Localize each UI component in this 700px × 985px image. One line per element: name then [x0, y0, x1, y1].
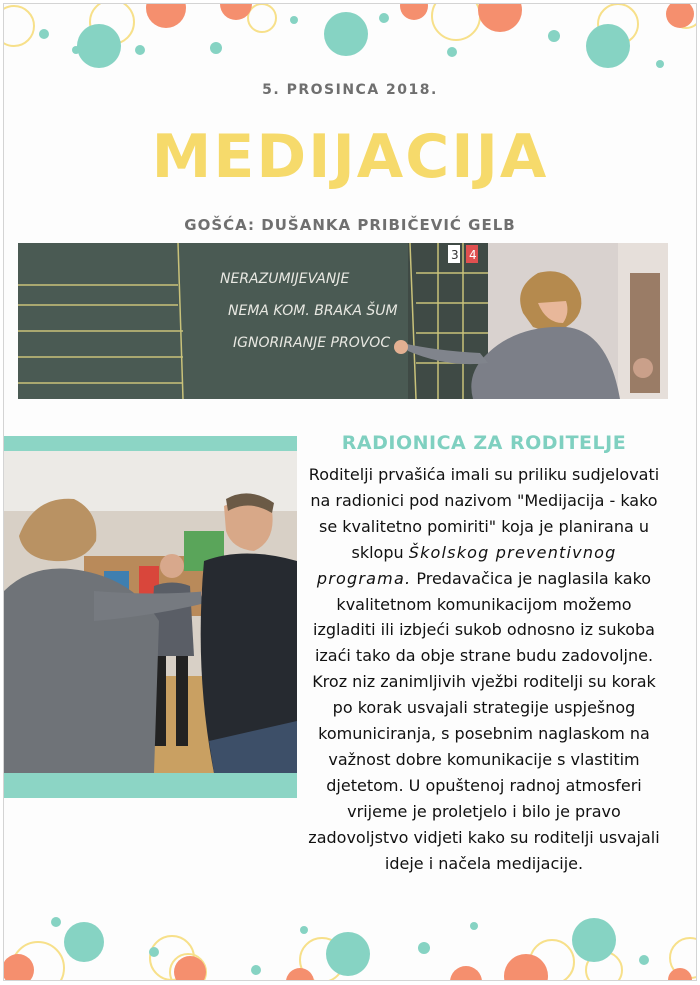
newsletter-page — [3, 3, 697, 981]
guest-name: GOŠĆA: DUŠANKA PRIBIČEVIĆ GELB — [184, 216, 516, 234]
workshop-photo-frame — [4, 436, 297, 798]
lecturer-at-chalkboard-photo — [18, 243, 668, 399]
article-text-italic: Školskog preventivnog programa. — [316, 542, 617, 588]
board-line-1: NERAZUMIJEVANJE — [220, 271, 350, 287]
page-title: MEDIJACIJA — [151, 122, 549, 192]
board-line-2: NEMA KOM. BRAKA ŠUM — [228, 303, 398, 319]
workshop-participants-photo — [4, 451, 297, 773]
decorative-dots-top — [4, 4, 696, 74]
event-date: 5. PROSINCA 2018. — [262, 82, 438, 98]
article-text-part2: Predavačica je naglasila kako kvalitetnom komunikacijom možemo izgladiti ili izbjeći sukob odnosno iz sukoba izaći tako da obje strane budu zadovoljne. Kroz niz zanimljivih vježbi roditelji su korak po korak usvajali strategije uspješnog komuniciranja, s posebnim naglaskom na važnost dobre komunikacije s vlastitim djetetom. U opuštenoj radnoj atmosferi vrijeme je proletjelo i bilo je pravo zadovoljstvo vidjeti kako su roditelji usvajali ideje i načela medijacije. — [308, 568, 660, 873]
board-line-3: IGNORIRANJE PROVOC — [233, 335, 391, 351]
decorative-dots-bottom — [4, 910, 696, 981]
board-number-3: 3 — [451, 248, 459, 262]
section-heading: RADIONICA ZA RODITELJE — [341, 432, 627, 454]
article-text-part1: Roditelji prvašića imali su priliku sudjelovati na radionici pod nazivom "Medijacija - kako se kvalitetno pomiriti" koja je planirana u sklopu — [308, 465, 660, 562]
board-number-4: 4 — [469, 248, 477, 262]
article-text — [304, 462, 664, 877]
